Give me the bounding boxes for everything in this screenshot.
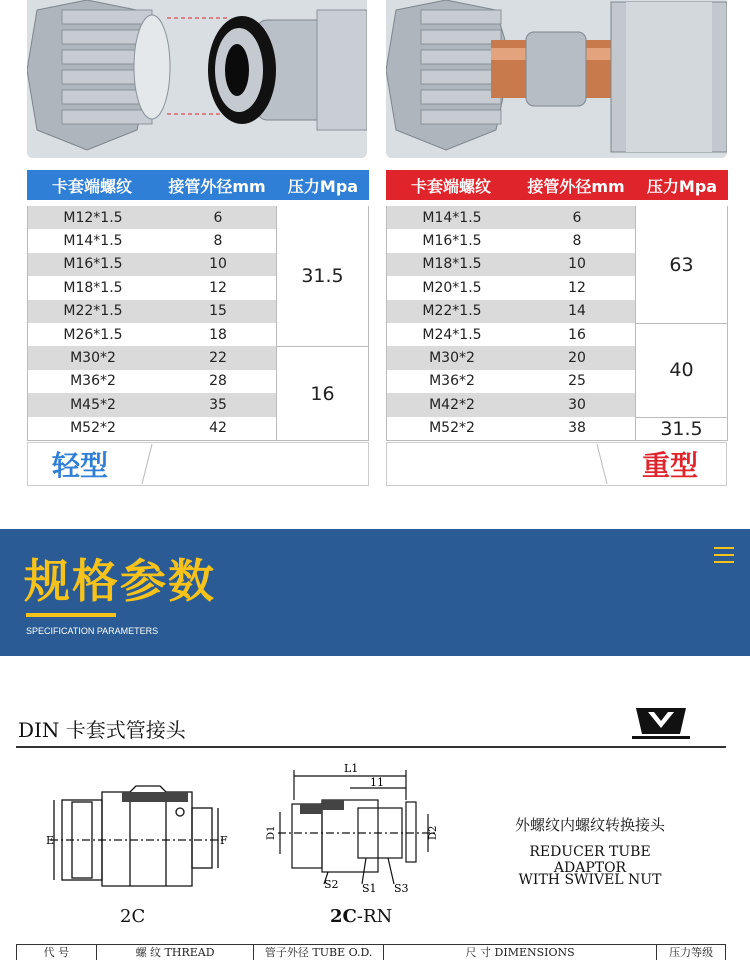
thread-cell: M26*1.5 [63,326,123,343]
col-pressure: 压力Mpa [287,176,359,196]
pressure-cell: 40 [635,323,727,417]
section-banner [0,529,750,656]
figure-caption-bold: 2C [330,906,357,927]
thread-cell: M45*2 [70,396,116,413]
od-cell: 35 [209,396,227,413]
dim-label-e: E [46,834,55,847]
col-pressure: 压力Mpa [646,176,718,196]
col-thread: 卡套端螺纹 [51,176,132,196]
dim-label-d1: D1 [266,825,277,840]
dim-label-11: 11 [370,776,384,789]
col-tube-od: 管子外径 TUBE O.D. [254,945,384,960]
figure-caption-rest: -RN [356,906,393,927]
dim-label-s3: S3 [394,882,409,895]
od-cell: 42 [209,420,227,437]
heavy-type-label [386,442,727,486]
brand-logo-icon [632,706,690,742]
od-cell: 16 [568,326,586,343]
thread-cell: M24*1.5 [422,326,482,343]
od-cell: 12 [568,279,586,296]
thread-cell: M22*1.5 [63,303,123,320]
col-pressure-class: 压力等级 [669,946,714,959]
thread-cell: M30*2 [70,350,116,367]
spec-table-body [27,206,369,441]
spec-table-header [386,170,728,200]
thread-cell: M14*1.5 [63,233,123,250]
divider-slash-icon [138,442,158,486]
figure-caption-2c: 2C [120,906,146,927]
col-thread: 卡套端螺纹 [410,176,491,196]
od-cell: 10 [568,256,586,273]
thread-cell: M52*2 [429,420,475,437]
pressure-cell: 31.5 [276,206,368,346]
fitting-photo-heavy [386,0,727,158]
drawing-title: DIN 卡套式管接头 [18,718,186,742]
description-en-line1: REDUCER TUBE ADAPTOR [529,844,651,876]
fitting-photo-light [27,0,367,158]
fitting-drawing-2c-rn [258,758,448,898]
thread-cell: M36*2 [429,373,475,390]
dim-label-s1: S1 [362,882,377,895]
thread-cell: M36*2 [70,373,116,390]
od-cell: 8 [213,233,223,250]
pressure-cell: 31.5 [635,417,727,440]
dimension-table-header [16,944,726,960]
od-cell: 15 [209,303,227,320]
spec-table-header [27,170,369,200]
od-cell: 30 [568,396,586,413]
od-cell: 22 [209,350,227,367]
thread-cell: M16*1.5 [422,233,482,250]
od-cell: 20 [568,350,586,367]
od-cell: 6 [572,209,582,226]
od-cell: 38 [568,420,586,437]
thread-cell: M30*2 [429,350,475,367]
thread-cell: M12*1.5 [63,209,123,226]
banner-underline [26,613,116,617]
title-rule [16,746,726,748]
thread-cell: M22*1.5 [422,303,482,320]
dim-label-s2: S2 [324,878,339,891]
col-code: 代 号 [17,945,97,960]
thread-cell: M18*1.5 [63,279,123,296]
spec-table-body [386,206,728,441]
light-type-text: 轻型 [52,449,109,482]
thread-cell: M18*1.5 [422,256,482,273]
banner-subtitle: SPECIFICATION PARAMETERS [26,626,159,636]
od-cell: 14 [568,303,586,320]
od-cell: 6 [213,209,223,226]
col-tube-od: 接管外径mm [527,176,625,196]
pressure-cell: 63 [635,206,727,323]
col-thread: 螺 纹 THREAD [97,945,255,960]
banner-title: 规格参数 [24,554,216,608]
spec-table-heavy [386,170,728,441]
light-type-label [27,442,369,486]
thread-cell: M14*1.5 [422,209,482,226]
dim-label-f: F [220,834,228,847]
heavy-type-text: 重型 [641,449,698,482]
col-dimensions: 尺 寸 DIMENSIONS [384,945,657,960]
od-cell: 8 [572,233,582,250]
dim-label-d2: D2 [428,825,439,840]
fitting-drawing-2c [40,778,230,898]
thread-cell: M20*1.5 [422,279,482,296]
spec-table-light [27,170,369,441]
od-cell: 18 [209,326,227,343]
od-cell: 28 [209,373,227,390]
col-tube-od: 接管外径mm [168,176,266,196]
od-cell: 10 [209,256,227,273]
description-en-line2: WITH SWIVEL NUT [518,872,662,888]
dim-label-l1: L1 [344,762,359,775]
od-cell: 12 [209,279,227,296]
thread-cell: M16*1.5 [63,256,123,273]
od-cell: 25 [568,373,586,390]
thread-cell: M42*2 [429,396,475,413]
thread-cell: M52*2 [70,420,116,437]
pressure-cell: 16 [276,346,368,440]
divider-slash-icon [593,442,613,486]
figure-caption-2c-rn [330,906,392,927]
menu-icon[interactable] [714,547,734,563]
description-cn: 外螺纹内螺纹转换接头 [514,816,665,834]
